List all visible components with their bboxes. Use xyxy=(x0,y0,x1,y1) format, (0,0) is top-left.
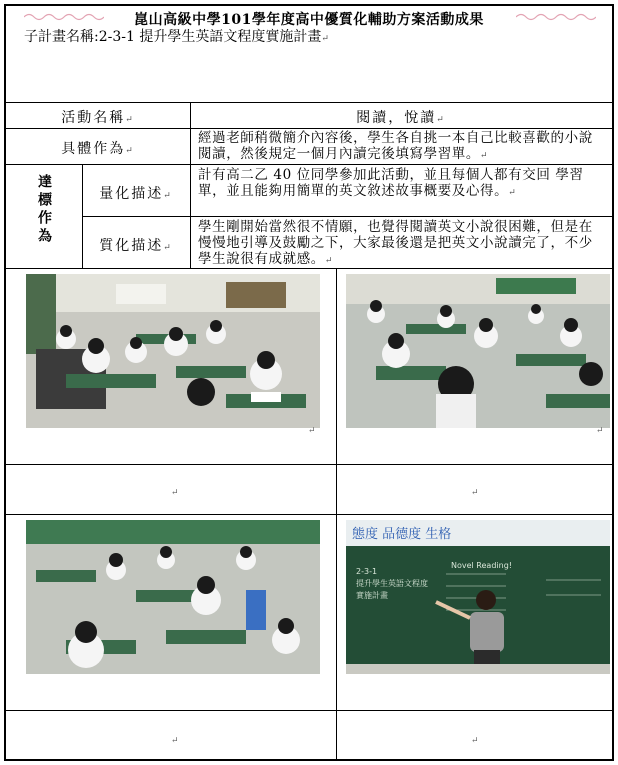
table-rule xyxy=(82,216,612,217)
document-title: 崑山高級中學101學年度高中優質化輔助方案活動成果 xyxy=(134,12,484,28)
table-rule xyxy=(6,164,612,165)
quantitative-description: 計有高二乙 40 位同學參加此活動，並且每個人都有交回 學習單，並且能夠用簡單的英文敘述故事概要及心得。↵ xyxy=(198,167,584,199)
practice-description: 經過老師稍微簡介內容後，學生各自挑一本自己比較喜歡的小說閱讀，然後規定一個月內讀完後填寫學習單。↵ xyxy=(198,130,593,162)
classroom-reading-photo-1 xyxy=(26,274,320,428)
table-rule xyxy=(6,514,612,515)
classroom-reading-photo-3 xyxy=(26,520,320,674)
return-mark: ↵ xyxy=(171,488,179,498)
goal-label: 達標作為 xyxy=(36,174,52,246)
qualitative-description: 學生剛開始當然很不情願，也覺得閱讀英文小說很困難，但是在慢慢地引導及鼓勵之下，大家最後還是把英文小說讀完了，不少學生說很有成就感。↵ xyxy=(198,219,593,267)
quantitative-label: 量化描述↵ xyxy=(99,186,173,202)
blackboard-line: 實施計畫 xyxy=(356,591,388,600)
return-mark: ↵ xyxy=(471,736,479,746)
activity-name-label: 活動名稱↵ xyxy=(61,110,135,126)
return-mark: ↵ xyxy=(596,426,604,436)
return-mark: ↵ xyxy=(308,426,316,436)
blackboard-banner-text: 態度 品德度 生格 xyxy=(352,527,452,542)
table-rule xyxy=(6,102,612,103)
table-rule xyxy=(6,464,612,465)
table-rule xyxy=(6,128,612,129)
subproject-name: 子計畫名稱:2-3-1 提升學生英語文程度實施計畫↵ xyxy=(24,29,329,45)
return-mark: ↵ xyxy=(471,488,479,498)
table-rule xyxy=(6,710,612,711)
blackboard-line: Novel Reading! xyxy=(451,561,512,570)
practice-label: 具體作為↵ xyxy=(61,141,135,157)
teacher-blackboard-photo xyxy=(346,520,610,674)
blackboard-line: 提升學生英語文程度 xyxy=(356,579,428,588)
classroom-reading-photo-2 xyxy=(346,274,610,428)
return-mark: ↵ xyxy=(171,736,179,746)
blackboard-line: 2-3-1 xyxy=(356,567,378,576)
qualitative-label: 質化描述↵ xyxy=(99,238,173,254)
activity-name-value: 閱讀，悅讀↵ xyxy=(356,110,446,126)
document-page xyxy=(4,4,614,761)
